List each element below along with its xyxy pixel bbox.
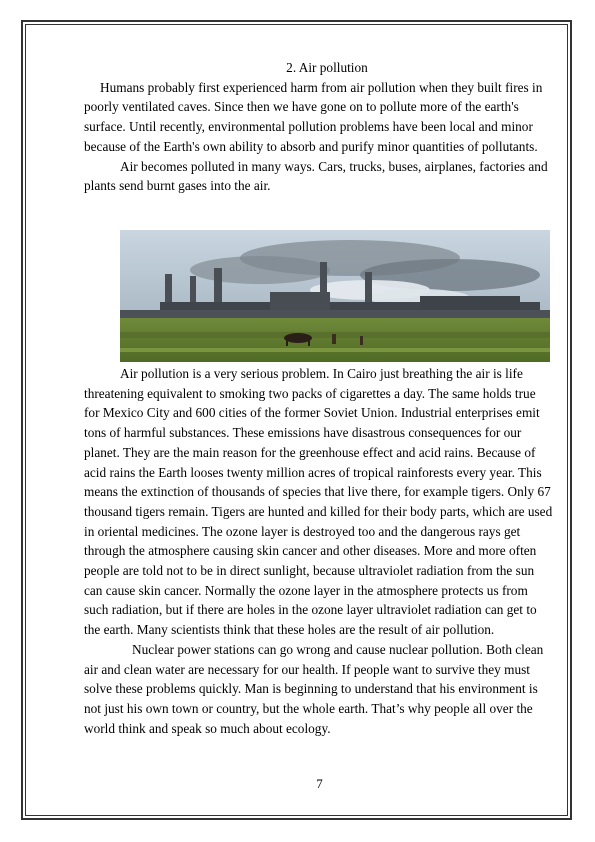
paragraph-4: Nuclear power stations can go wrong and cause nuclear pollution. Both clean air and clean water are necessary for our health. If people want to survive they must solve these problems quickly. Man is beginning to understand that his environment is not just his own town or country, but the whole earth. That’s why people all over the world think and speak so much about ecology. xyxy=(84,641,544,736)
document-body-bottom xyxy=(84,364,554,738)
document-body-top xyxy=(84,58,554,196)
paragraph-3: Air pollution is a very serious problem. In Cairo just breathing the air is life threatening equivalent to smoking two packs of cigarettes a day. The same holds true for Mexico City and 600 cities of the former Soviet Union. Industrial enterprises emit tons of harmful substances. These emissions have disastrous consequences for our planet. They are the main reason for the greenhouse effect and acid rains. Because of acid rains the Earth looses twenty million acres of tropical rainforests every year. This means the extinction of thousands of species that live there, for example tigers. Only 67 thousand tigers remain. Tigers are hunted and killed for their body parts, which are used in oriental medicines. The ozone layer is destroyed too and the dangerous rays get through the atmosphere causing skin cancer and other diseases. More and more often people are told not to be in direct sunlight, because ultraviolet radiation from the sun can cause skin cancer. Normally the ozone layer in the atmosphere protects us from such radiation, but if there are holes in the ozone layer ultraviolet radiation can get to the earth. Many scientists think that these holes are the result of air pollution. xyxy=(84,366,553,638)
factory-pollution-photo xyxy=(120,230,550,362)
paragraph-2: Air becomes polluted in many ways. Cars, trucks, buses, airplanes, factories and plants send burnt gases into the air. xyxy=(84,158,548,194)
page-number: 7 xyxy=(316,776,323,791)
paragraph-1: Humans probably first experienced harm from air pollution when they built fires in poorly ventilated caves. Since then we have gone on to pollute more of the earth's surface. Until recently, environmental pollution problems have been local and minor because of the Earth's own ability to absorb and purify minor quantities of pollutants. xyxy=(84,79,543,154)
section-title: 2. Air pollution xyxy=(286,60,368,75)
